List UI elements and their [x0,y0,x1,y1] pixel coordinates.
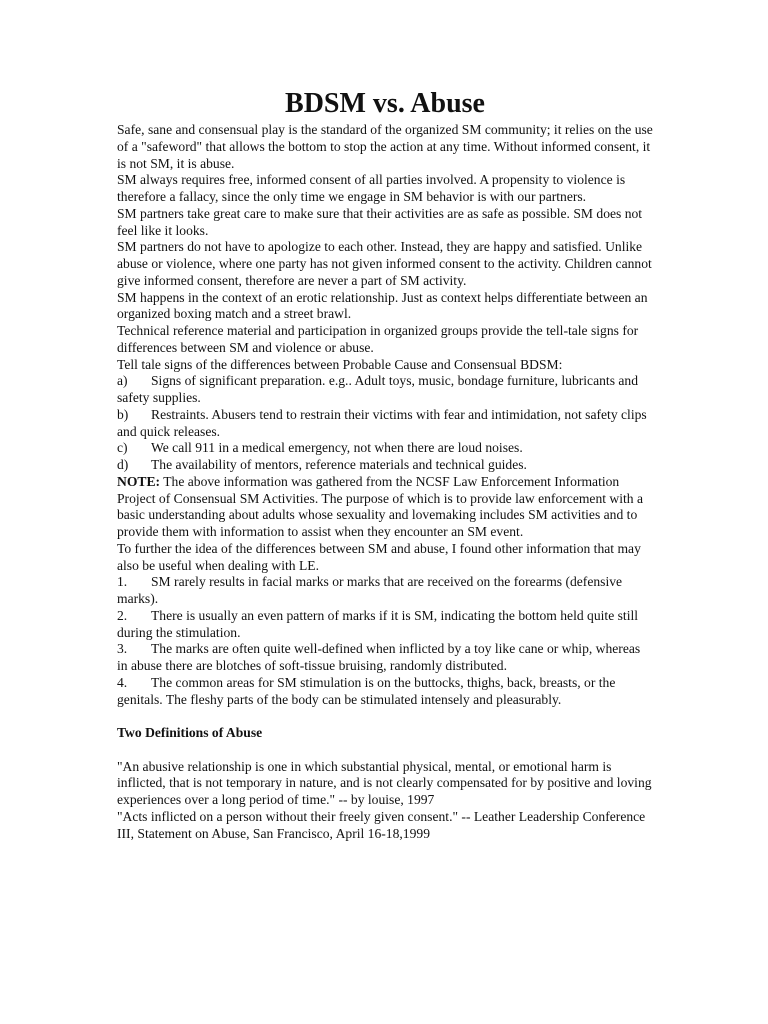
marks-list [117,574,653,708]
list-item-text: There is usually an even pattern of marks if it is SM, indicating the bottom held quite still during the stimulation. [117,607,639,640]
list-item-text: The marks are often quite well-defined when inflicted by a toy like cane or whip, whereas in abuse there are blotches of soft-tissue bruising, randomly distributed. [117,641,641,673]
list-item [117,440,653,457]
note-label: NOTE: [117,473,161,489]
list-item [117,574,653,608]
list-item-text: Signs of significant preparation. e.g.. Adult toys, music, bondage furniture, lubricants and safety supplies. [117,373,639,405]
list-marker: 3. [117,641,128,657]
paragraph: Technical reference material and participation in organized groups provide the tell-tale signs for differences between SM and violence or abuse. [117,323,639,355]
list-item [117,608,653,642]
list-item [117,641,653,675]
spacer [117,742,653,759]
definition-paragraph: "An abusive relationship is one in which substantial physical, mental, or emotional harm is inflicted, that is not temporary in nature, and is not clearly compensated for by positive and loving experiences over a long period of time." -- by louise, 1997 [117,758,652,807]
paragraph: SM happens in the context of an erotic relationship. Just as context helps differentiate between an organized boxing match and a street brawl. [117,289,648,322]
paragraph: Safe, sane and consensual play is the standard of the organized SM community; it relies on the use of a "safeword" that allows the bottom to stop the action at any time. Without informed consent, it is not SM, it is abuse. [117,122,653,171]
list-item-text: Restraints. Abusers tend to restrain their victims with fear and intimidation, not safety clips and quick releases. [117,406,647,439]
paragraph: SM always requires free, informed consent of all parties involved. A propensity to violence is therefore a fallacy, since the only time we engage in SM behavior is with our partners. [117,172,626,204]
definition-paragraph: "Acts inflicted on a person without their freely given consent." -- Leather Leadership Conference III, Statement on Abuse, San Francisco, April 16-18,1999 [117,808,646,841]
list-marker: c) [117,440,128,456]
list-item-text: We call 911 in a medical emergency, not when there are loud noises. [151,440,523,456]
list-marker: d) [117,457,129,472]
list-marker: b) [117,406,129,422]
spacer [117,708,653,725]
list-item-text: SM rarely results in facial marks or marks that are received on the forearms (defensive marks). [117,574,623,606]
list-item [117,407,653,441]
document-body [117,122,653,842]
note-paragraph [117,474,653,541]
list-item-text: The common areas for SM stimulation is on the buttocks, thighs, back, breasts, or the genitals. The fleshy parts of the body can be stimulated intensely and pleasurably. [117,674,616,707]
document-title: BDSM vs. Abuse [285,88,485,119]
list-item-text: The availability of mentors, reference materials and technical guides. [151,457,527,472]
list-marker: a) [117,373,128,389]
signs-list [117,373,653,474]
paragraph: Tell tale signs of the differences between Probable Cause and Consensual BDSM: [117,356,563,372]
list-marker: 2. [117,607,128,623]
list-marker: 4. [117,674,128,690]
section-heading: Two Definitions of Abuse [117,725,263,740]
list-marker: 1. [117,574,128,590]
list-item [117,457,653,474]
paragraph: SM partners take great care to make sure that their activities are as safe as possible. SM does not feel like it looks. [117,205,643,238]
list-item [117,675,653,709]
note-text: The above information was gathered from the NCSF Law Enforcement Information Project of Consensual SM Activities. The purpose of which is to provide law enforcement with a basic understanding about adults whose sexuality and lovemaking includes SM activities and to provide them with information to assist when they encounter an SM event. [117,473,644,539]
paragraph: SM partners do not have to apologize to each other. Instead, they are happy and satisfied. Unlike abuse or violence, where one party has not given informed consent to the activity. Children cannot give informed consent, therefore are never a part of SM activity. [117,239,652,288]
paragraph: To further the idea of the differences between SM and abuse, I found other information that may also be useful when dealing with LE. [117,540,641,573]
list-item [117,373,653,407]
